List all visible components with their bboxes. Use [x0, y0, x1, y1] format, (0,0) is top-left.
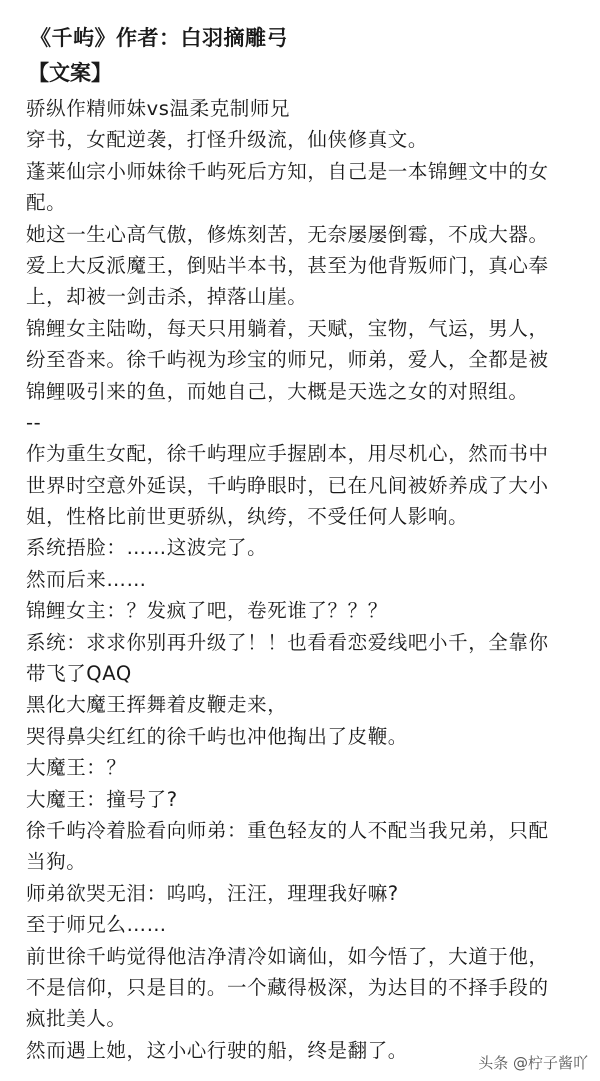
text-line: 不是信仰，只是目的。一个藏得极深，为达目的不择手段的: [26, 975, 549, 999]
text-line: 系统捂脸：……这波完了。: [26, 536, 268, 560]
text-line: 世界时空意外延误，千屿睁眼时，已在凡间被娇养成了大小: [26, 473, 549, 497]
text-line: 蓬莱仙宗小师妹徐千屿死后方知，自己是一本锦鲤文中的女: [26, 159, 549, 183]
text-line: 穿书，女配逆袭，打怪升级流，仙侠修真文。: [26, 128, 429, 152]
text-line: 疯批美人。: [26, 1007, 127, 1031]
text-line: 至于师兄么……: [26, 913, 167, 937]
text-line: 爱上大反派魔王，倒贴半本书，甚至为他背叛师门，真心奉: [26, 253, 549, 277]
watermark: 头条 @柠子酱吖: [478, 1054, 588, 1072]
text-line: 作为重生女配，徐千屿理应手握剧本，用尽机心，然而书中: [26, 442, 549, 466]
text-line: 当狗。: [26, 850, 87, 874]
text-line: 黑化大魔王挥舞着皮鞭走来，: [26, 693, 288, 717]
text-line: --: [26, 410, 42, 434]
text-line: 锦鲤吸引来的鱼，而她自己，大概是天选之女的对照组。: [26, 379, 529, 403]
text-line: 前世徐千屿觉得他洁净清冷如谪仙，如今悟了，大道于他，: [26, 944, 549, 968]
text-line: 带飞了QAQ: [26, 662, 132, 686]
synopsis-body: [26, 93, 586, 1066]
text-line: 姐，性格比前世更骄纵，纨绔，不受任何人影响。: [26, 505, 469, 529]
text-line: 然而遇上她，这小心行驶的船，终是翻了。: [26, 1038, 408, 1062]
book-title: 《千屿》作者：白羽摘雕弓: [30, 26, 288, 50]
text-line: 锦鲤女主陆呦，每天只用躺着，天赋，宝物，气运，男人，: [26, 316, 549, 340]
text-line: 骄纵作精师妹vs温柔克制师兄: [26, 97, 291, 120]
text-line: 锦鲤女主：？发疯了吧，卷死谁了？？？: [26, 599, 388, 623]
text-line: 上，却被一剑击杀，掉落山崖。: [26, 285, 308, 309]
text-line: 系统：求求你别再升级了！！也看看恋爱线吧小千，全靠你: [26, 630, 549, 654]
text-line: 配。: [26, 191, 67, 215]
text-line: 她这一生心高气傲，修炼刻苦，无奈屡屡倒霉，不成大器。: [26, 222, 549, 246]
text-line: 大魔王：？: [26, 756, 127, 780]
text-line: 大魔王：撞号了?: [26, 787, 178, 811]
text-line: 师弟欲哭无泪：呜呜，汪汪，理理我好嘛?: [26, 881, 399, 905]
section-heading: 【文案】: [28, 61, 112, 85]
text-line: 徐千屿冷着脸看向师弟：重色轻友的人不配当我兄弟，只配: [26, 818, 549, 842]
text-line: 然而后来……: [26, 567, 147, 591]
text-line: 哭得鼻尖红红的徐千屿也冲他掏出了皮鞭。: [26, 724, 408, 748]
text-line: 纷至沓来。徐千屿视为珍宝的师兄，师弟，爱人，全都是被: [26, 348, 549, 372]
